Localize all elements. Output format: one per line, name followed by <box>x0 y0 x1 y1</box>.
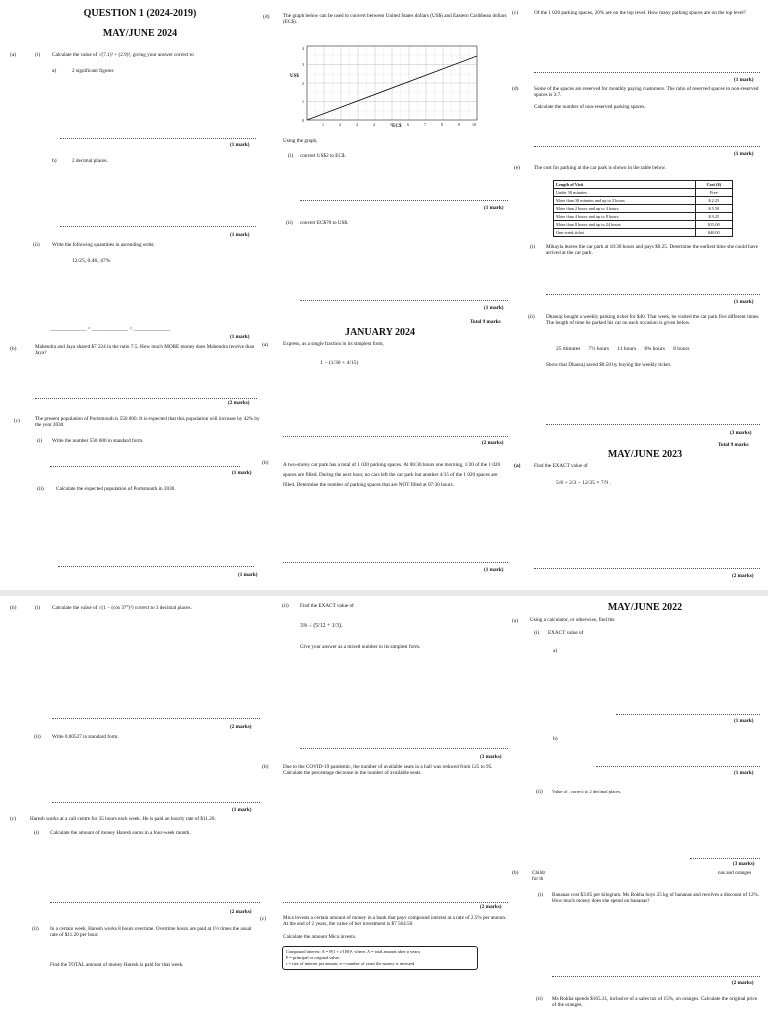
mark-label: (1 mark) <box>232 807 252 813</box>
table-row <box>554 229 733 237</box>
svg-text:4: 4 <box>302 46 304 51</box>
part-e-ii-times: 25 minutes 7½ hours 11 hours 8¾ hours 8 hours <box>556 346 690 352</box>
mj22-part-a-i-a-label: a) <box>553 648 558 654</box>
part-d-i-text: convert US$2 to EC$. <box>300 153 346 159</box>
mj22-part-b-i-label: (i) <box>538 892 544 898</box>
mark-label: (2 marks) <box>228 400 250 406</box>
answer-line <box>534 72 760 73</box>
jan-part-b-label: (b) <box>262 460 269 466</box>
session-heading-mayjune-2022: MAY/JUNE 2022 <box>607 602 683 613</box>
part-e-ii-label: (ii) <box>528 314 535 320</box>
answer-line <box>283 902 508 903</box>
mark-label: (1 mark) <box>230 334 250 340</box>
part-b-label: (b) <box>10 605 17 611</box>
part-a-i-1-text: 2 significant figures <box>72 68 114 74</box>
part-a-ii-text: Write the following quantities in ascending order. <box>52 242 155 248</box>
part-e-i-label: (i) <box>530 244 536 250</box>
answer-line <box>50 466 240 467</box>
mark-label: (1 mark) <box>232 470 252 476</box>
part-c-text: Haresh works at a call centre for 35 hours each week. He is paid an hourly rate of $11.20. <box>30 816 216 822</box>
answer-line <box>60 138 256 139</box>
jan-part-a-expression: 1 − (1/30 + 4/15) <box>320 360 359 366</box>
mark-label: (1 mark) <box>230 232 250 238</box>
table-row <box>554 221 733 229</box>
part-d-text: Some of the spaces are reserved for monthly paying customers. The ratio of reserved spaces to non-reserved spaces is 3:7. <box>534 86 759 99</box>
part-a-label: (a) <box>10 52 17 58</box>
question-title: QUESTION 1 (2024-2019) <box>83 8 197 19</box>
part-c-label: (c) <box>260 916 267 922</box>
session-heading-january-2024: JANUARY 2024 <box>344 327 416 338</box>
mark-label: (3 marks) <box>733 861 755 867</box>
table-row <box>554 197 733 205</box>
part-c-ii-find: Find the TOTAL amount of money Haresh is paid for that week. <box>50 962 184 968</box>
part-c-ii-text: In a certain week, Haresh works 8 hours overtime. Overtime hours are paid at 1½ times the usual rate of $11.20 per hour. <box>50 926 252 939</box>
part-c-text: Of the 1 020 parking spaces, 20% are on the top level. How many parking spaces are on the top level? <box>534 10 747 16</box>
table-header-row <box>554 181 733 189</box>
table-cell: More than 2 hours and up to 4 hours <box>554 205 696 213</box>
part-d-text-2: Calculate the number of non-reserved parking spaces. <box>534 104 646 110</box>
formula-line: P = principal or original value; <box>286 955 340 960</box>
svg-text:3: 3 <box>356 122 358 127</box>
part-e-label: (e) <box>514 165 521 171</box>
svg-text:10: 10 <box>472 122 476 127</box>
part-b-text: Mahendra and Jaya shared $7 224 in the ratio 7:5. How much MORE money does Mahendra receive than Jaya? <box>35 344 255 357</box>
mark-label: (2 marks) <box>230 909 252 915</box>
mj23-part-a-text: Find the EXACT value of <box>534 463 588 469</box>
svg-text:4: 4 <box>373 122 375 127</box>
mark-label: (2 marks) <box>230 724 252 730</box>
part-a-i-label: (i) <box>35 52 41 58</box>
part-b-text: Due to the COVID-19 pandemic, the number of available seats in a hall was reduced from 125 to 95. Calculate the percentage decrease in the number of available seats. <box>283 764 493 777</box>
part-a-i-text: Calculate the value of √(7.1)² + (2.9)², giving your answer correct to <box>52 52 194 58</box>
jan-part-a-label: (a) <box>262 342 269 348</box>
total-marks: Total 9 marks <box>718 442 749 448</box>
table-cell: Under 30 minutes <box>554 189 696 197</box>
part-d-ii-label: (ii) <box>286 220 293 226</box>
part-e-text: The cost for parking at the car park is shown in the table below. <box>534 165 666 171</box>
svg-text:5: 5 <box>390 122 392 127</box>
answer-line <box>60 226 256 227</box>
mark-label: (2 marks) <box>732 573 754 579</box>
table-cell: $ 2.25 <box>695 197 732 205</box>
ascending-blank: ______________ < ______________ < ______________ <box>50 326 170 332</box>
table-cell: $ 9.25 <box>695 213 732 221</box>
part-b-i-label: (i) <box>35 605 41 611</box>
part-b-ii-text: Write 0.00527 in standard form. <box>52 734 119 740</box>
part-c-i-label: (i) <box>34 830 40 836</box>
part-c-calc: Calculate the amount Mica invests. <box>283 934 357 940</box>
part-c-text: Mica invests a certain amount of money in a bank that pays compound interest at a rate of 2.5% per annum. At the end of 2 years, the value of her investment is $7 564.50. <box>283 915 507 928</box>
svg-text:1: 1 <box>302 99 304 104</box>
part-a-ii-values: 12/25, 0.46, 47% <box>72 258 111 264</box>
mj22-part-a-i-b-label: b) <box>553 736 558 742</box>
mark-label: (1 mark) <box>734 718 754 724</box>
mj22-part-a-i-label: (i) <box>534 630 540 636</box>
table-cell: $15.00 <box>695 221 732 229</box>
part-c-label: (c) <box>10 816 17 822</box>
mj22-part-b-ii-label: (ii) <box>536 996 543 1002</box>
part-b-ii-label: (ii) <box>34 734 41 740</box>
part-d-i-label: (i) <box>288 153 294 159</box>
answer-line <box>52 718 260 719</box>
mj22-part-b-label: (b) <box>512 870 519 876</box>
answer-line <box>35 398 257 399</box>
mark-label: (1 mark) <box>734 151 754 157</box>
part-ii-label: (ii) <box>282 603 289 609</box>
table-cell: Free <box>695 189 732 197</box>
formula-line: r = rate of interest per annum; n = number of years the money is invested <box>286 961 415 966</box>
answer-line <box>52 802 260 803</box>
mj22-part-a-i-text: EXACT value of <box>548 630 584 636</box>
svg-text:2: 2 <box>302 81 304 86</box>
part-e-ii-show: Show that Dhanraj saved $8.50 by buying the weekly ticket. <box>546 362 672 368</box>
table-header: Cost ($) <box>695 181 732 189</box>
compound-interest-formula-box <box>282 946 478 970</box>
session-heading-mayjune-2023: MAY/JUNE 2023 <box>607 449 683 460</box>
part-ii-instruction: Give your answer as a mixed number in its simplest form. <box>300 644 421 650</box>
part-e-i-text: Mikayla leaves the car park at 18:30 hours and pays $9.25. Determine the earliest time she could have arrived at the car park. <box>546 244 758 257</box>
graph-x-label: EC$ <box>392 124 402 129</box>
part-a-i-2-text: 2 decimal places. <box>72 158 108 164</box>
table-cell: $40.00 <box>695 229 732 237</box>
svg-text:6: 6 <box>407 122 409 127</box>
svg-text:3: 3 <box>302 62 304 67</box>
table-cell: More than 30 minutes and up to 2 hours <box>554 197 696 205</box>
conversion-graph <box>285 42 485 132</box>
mark-label: (1 mark) <box>484 205 504 211</box>
mark-label: (1 mark) <box>484 305 504 311</box>
svg-text:9: 9 <box>458 122 460 127</box>
formula-line: Compound interest: A = P(1 + r/100)ⁿ, where, A = total amount after n years; <box>286 949 421 954</box>
answer-line <box>283 436 508 437</box>
part-e-ii-text: Dhanraj bought a weekly parking ticket for $40. That week, he visited the car park five different times. The length of time he parked his car on each occasion is given below. <box>546 314 760 327</box>
part-d-label: (d) <box>263 14 270 20</box>
part-c-i-text: Calculate the amount of money Haresh earns in a four-week month. <box>50 830 191 836</box>
mark-label: (3 marks) <box>480 754 502 760</box>
table-cell: $ 5.50 <box>695 205 732 213</box>
svg-text:7: 7 <box>424 122 426 127</box>
mj22-part-b-text-2: nas and oranges <box>718 870 752 876</box>
part-c-ii-text: Calculate the expected population of Portsmouth in 2030. <box>56 486 176 492</box>
svg-text:2: 2 <box>339 122 341 127</box>
mj23-part-a-expression: 5/6 + 2/3 − 12/35 × 7/9 . <box>556 480 611 486</box>
table-row <box>554 205 733 213</box>
graph-y-label: US$ <box>290 74 299 79</box>
svg-text:1: 1 <box>322 122 324 127</box>
bottom-page <box>0 596 768 1024</box>
mark-label: (1 mark) <box>734 770 754 776</box>
answer-line <box>300 300 508 301</box>
part-d-ii-text: convert EC$70 to US$. <box>300 220 349 226</box>
answer-line <box>283 562 508 563</box>
part-c-i-label: (i) <box>37 438 43 444</box>
mj22-part-b-ii-text: Ms Rokha spends $165.31, inclusive of a sales tax of 15%, on oranges. Calculate the original price of the oranges. <box>552 996 758 1009</box>
part-d-text: The graph below can be used to convert between United States dollars (US$) and Eastern Caribbean dollars (EC$). <box>283 13 507 26</box>
answer-line <box>546 424 760 425</box>
part-c-label: (c) <box>512 10 519 16</box>
table-cell: More than 8 hours and up to 24 hours <box>554 221 696 229</box>
answer-line <box>50 902 260 903</box>
answer-line <box>300 748 508 749</box>
part-d-label: (d) <box>512 86 519 92</box>
mj22-part-b-text-3: for th <box>532 876 544 882</box>
mark-label: (1 mark) <box>484 567 504 573</box>
part-a-ii-label: (ii) <box>33 242 40 248</box>
part-ii-expression: 3⅜ ÷ (5/12 + 1/3). <box>300 623 343 629</box>
mark-label: (1 mark) <box>734 299 754 305</box>
answer-line <box>552 976 760 977</box>
graph-grid <box>307 46 477 120</box>
mark-label: (2 marks) <box>480 904 502 910</box>
total-marks: Total 9 marks <box>470 319 501 325</box>
part-ii-text: Find the EXACT value of <box>300 603 354 609</box>
answer-line <box>300 200 508 201</box>
table-header: Length of Visit <box>554 181 696 189</box>
svg-text:0: 0 <box>302 118 304 123</box>
mj22-part-a-ii-label: (ii) <box>536 789 543 795</box>
mark-label: (1 mark) <box>238 572 258 578</box>
mj22-part-b-i-text: Bananas cost $3.85 per kilogram. Ms Rokha buys 25 kg of bananas and receives a discount of 12%. How much money does she spend on bananas? <box>552 892 760 905</box>
mark-label: (3 marks) <box>730 430 752 436</box>
mj23-part-a-label: (a) <box>514 463 521 469</box>
answer-line <box>534 146 760 147</box>
answer-line <box>58 566 254 567</box>
parking-cost-table <box>553 180 733 237</box>
part-a-i-2-label: b) <box>52 158 57 164</box>
part-c-ii-label: (ii) <box>37 486 44 492</box>
table-row <box>554 189 733 197</box>
part-c-ii-label: (ii) <box>32 926 39 932</box>
svg-text:8: 8 <box>441 122 443 127</box>
part-c-i-text: Write the number 550 000 in standard form. <box>52 438 144 444</box>
answer-line <box>690 858 760 859</box>
part-c-text: The present population of Portsmouth is 550 000. It is expected that this population will increase by 42% by the year 2030. <box>35 416 260 429</box>
mj22-part-b-text-1: Childr <box>532 870 546 876</box>
jan-part-a-text: Express, as a single fraction in its simplest form, <box>283 341 384 347</box>
mj22-part-a-label: (a) <box>512 618 519 624</box>
mark-label: (2 marks) <box>732 980 754 986</box>
answer-line <box>534 568 760 569</box>
part-b-i-text: Calculate the value of √(1 − (cos 37°)²) correct to 3 decimal places. <box>52 605 192 611</box>
jan-part-b-text: A two-storey car park has a total of 1 020 parking spaces. At 06:30 hours one morning, 1/20 of the 1 020 spaces are filled. During the next hour, no cars left the car park but another 4/15 of the 1 020 spaces are filled. Determine the number of parking spaces that are NOT filled at 07:30 hours. <box>283 462 501 488</box>
mark-label: (1 mark) <box>734 77 754 83</box>
mj22-part-a-ii-text: Value of , correct to 2 decimal places. <box>552 789 622 794</box>
session-heading-mayjune-2024: MAY/JUNE 2024 <box>102 28 178 39</box>
part-b-label: (b) <box>10 346 17 352</box>
answer-line <box>596 766 760 767</box>
graph-instruction: Using the graph, <box>283 138 318 144</box>
table-row <box>554 213 733 221</box>
table-cell: One-week ticket <box>554 229 696 237</box>
part-b-label: (b) <box>262 764 269 770</box>
mark-label: (2 marks) <box>482 440 504 446</box>
mj22-part-a-text: Using a calculator, or otherwise, find the <box>530 617 615 623</box>
table-cell: More than 4 hours and up to 8 hours <box>554 213 696 221</box>
part-c-label: (c) <box>14 418 21 424</box>
answer-line <box>616 714 760 715</box>
mark-label: (1 mark) <box>230 142 250 148</box>
answer-line <box>546 294 760 295</box>
part-a-i-1-label: a) <box>52 68 57 74</box>
